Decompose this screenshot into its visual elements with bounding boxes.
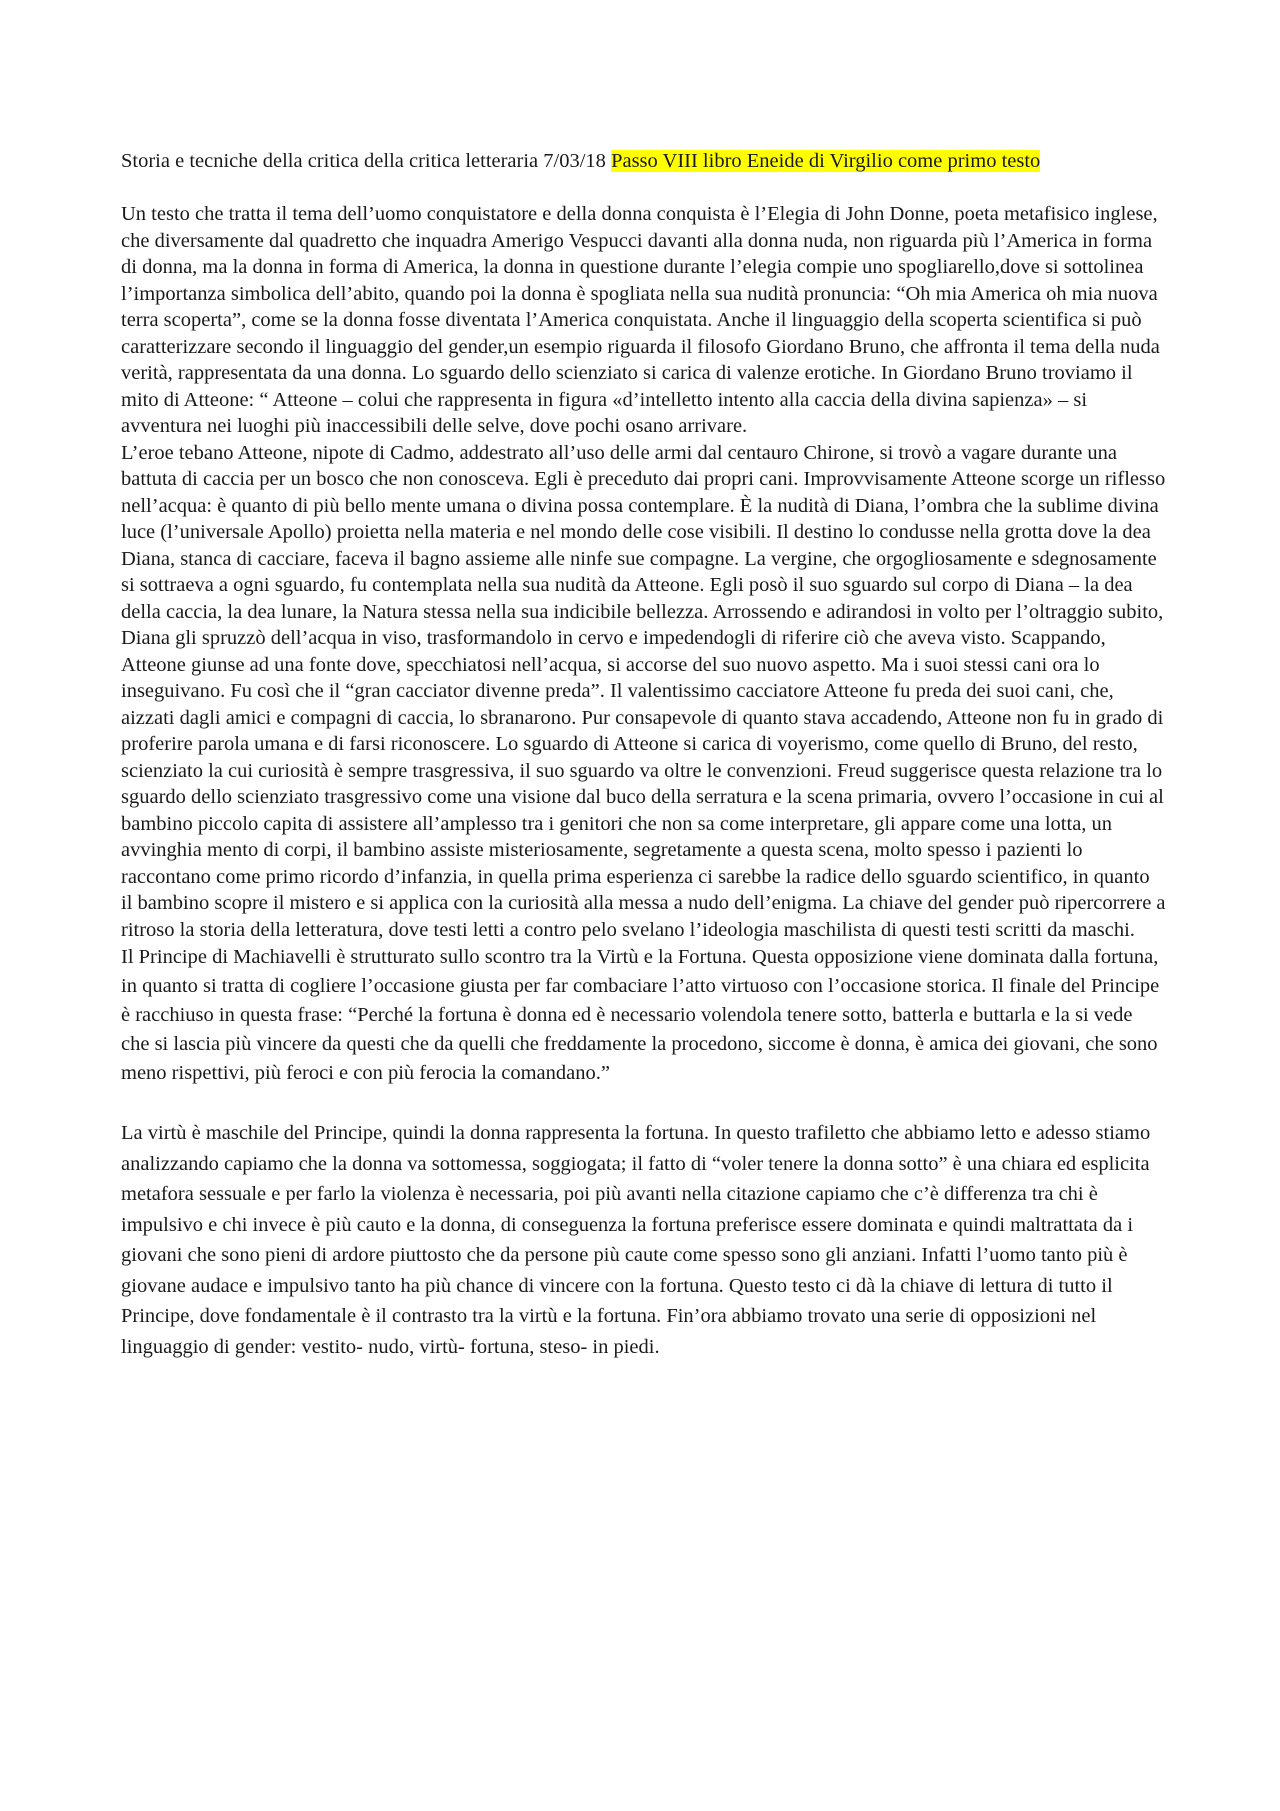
document-header (121, 146, 1166, 177)
header-text: Storia e tecniche della critica della critica letteraria 7/03/18 (121, 150, 612, 172)
paragraph-virtu-fortuna: La virtù è maschile del Principe, quindi la donna rappresenta la fortuna. In questo trafiletto che abbiamo letto e adesso stiamo analizzando capiamo che la donna va sottomessa, soggiogata; il fatto di “voler tenere la donna sotto” è una chiara ed esplicita metafora sessuale e per farlo la violenza è necessaria, poi più avanti nella citazione capiamo che c’è differenza tra chi è impulsivo e chi invece è più cauto e la donna, di conseguenza la fortuna preferisce essere dominata e quindi maltrattata da i giovani che sono pieni di ardore piuttosto che da persone più caute come spesso sono gli anziani. Infatti l’uomo tanto più è giovane audace e impulsivo tanto ha più chance di vincere con la fortuna. Questo testo ci dà la chiave di lettura di tutto il Principe, dove fondamentale è il contrasto tra la virtù e la fortuna. Fin’ora abbiamo trovato una serie di opposizioni nel linguaggio di gender: vestito- nudo, virtù- fortuna, steso- in piedi. (121, 1122, 1151, 1358)
document-body (121, 146, 1166, 1362)
paragraph-atteone: L’eroe tebano Atteone, nipote di Cadmo, addestrato all’uso delle armi dal centauro Chirone, si trovò a vagare durante una battuta di caccia per un bosco che non conosceva. Egli è preceduto dai propri cani. Improvvisamente Atteone scorge un riflesso nell’acqua: è quanto di più bello mente umana o divina possa contemplare. È la nudità di Diana, l’ombra che la sublime divina luce (l’universale Apollo) proietta nella materia e nel mondo delle cose visibili. Il destino lo condusse nella grotta dove la dea Diana, stanca di cacciare, faceva il bagno assieme alle ninfe sue compagne. La vergine, che orgogliosamente e sdegnosamente si sottraeva a ogni sguardo, fu contemplata nella sua nudità da Atteone. Egli posò il suo sguardo sul corpo di Diana – la dea della caccia, la dea lunare, la Natura stessa nella sua indicibile bellezza. Arrossendo e adirandosi in volto per l’oltraggio subito, Diana gli spruzzò dell’acqua in viso, trasformandolo in cervo e impedendogli di riferire ciò che aveva visto. Scappando, Atteone giunse ad una fonte dove, specchiatosi nell’acqua, si accorse del suo nuovo aspetto. Ma i suoi stessi cani ora lo inseguivano. Fu così che il “gran cacciator divenne preda”. Il valentissimo cacciatore Atteone fu preda dei suoi cani, che, aizzati dagli amici e compagni di caccia, lo sbranarono. Pur consapevole di quanto stava accadendo, Atteone non fu in grado di proferire parola umana e di farsi riconoscere. Lo sguardo di Atteone si carica di voyerismo, come quello di Bruno, del resto, scienziato la cui curiosità è sempre trasgressiva, il suo sguardo va oltre le convenzioni. Freud suggerisce questa relazione tra lo sguardo dello scienziato trasgressivo come una visione dal buco della serratura e la scena primaria, ovvero l’occasione in cui al bambino piccolo capita di assistere all’amplesso tra i genitori che non sa come interpretare, gli appare come una lotta, un avvinghia mento di corpi, il bambino assiste misteriosamente, segretamente a questa scena, molto spesso i pazienti lo raccontano come primo ricordo d’infanzia, in quella prima esperienza ci sarebbe la radice dello sguardo scientifico, in quanto il bambino scopre il mistero e si applica con la curiosità alla messa a nudo dell’enigma. La chiave del gender può ripercorrere a ritroso la storia della letteratura, dove testi letti a contro pelo svelano l’ideologia maschilista di questi testi scritti da maschi. (121, 441, 1166, 941)
paragraph-machiavelli: Il Principe di Machiavelli è strutturato sullo scontro tra la Virtù e la Fortuna. Questa opposizione viene dominata dalla fortuna, in quanto si tratta di cogliere l’occasione giusta per far combaciare l’atto virtuoso con l’occasione storica. Il finale del Principe è racchiuso in questa frase: “Perché la fortuna è donna ed è necessario volendola tenere sotto, batterla e buttarla e la si vede che si lascia più vincere da questi che da quelli che freddamente la procedono, siccome è donna, è amica dei giovani, che sono meno rispettivi, più feroci e con più ferocia la comandano.” (121, 946, 1160, 1084)
paragraph-donne-bruno: Un testo che tratta il tema dell’uomo conquistatore e della donna conquista è l’Elegia di John Donne, poeta metafisico inglese, che diversamente dal quadretto che inquadra Amerigo Vespucci davanti alla donna nuda, non riguarda più l’America in forma di donna, ma la donna in forma di America, la donna in questione durante l’elegia compie uno spogliarello,dove si sottolinea l’importanza simbolica dell’abito, quando poi la donna è spogliata nella sua nudità pronuncia: “Oh mia America oh mia nuova terra scoperta”, come se la donna fosse diventata l’America conquistata. Anche il linguaggio della scoperta scientifica si può caratterizzare secondo il linguaggio del gender,un esempio riguarda il filosofo Giordano Bruno, che affronta il tema della nuda verità, rappresentata da una donna. Lo sguardo dello scienziato si carica di valenze erotiche. In Giordano Bruno troviamo il mito di Atteone: “ Atteone – colui che rappresenta in figura «d’intelletto intento alla caccia della divina sapienza» – si avventura nei luoghi più inaccessibili delle selve, dove pochi osano arrivare. (121, 203, 1160, 437)
highlighted-header-text: Passo VIII libro Eneide di Virgilio come primo testo (611, 150, 1041, 172)
